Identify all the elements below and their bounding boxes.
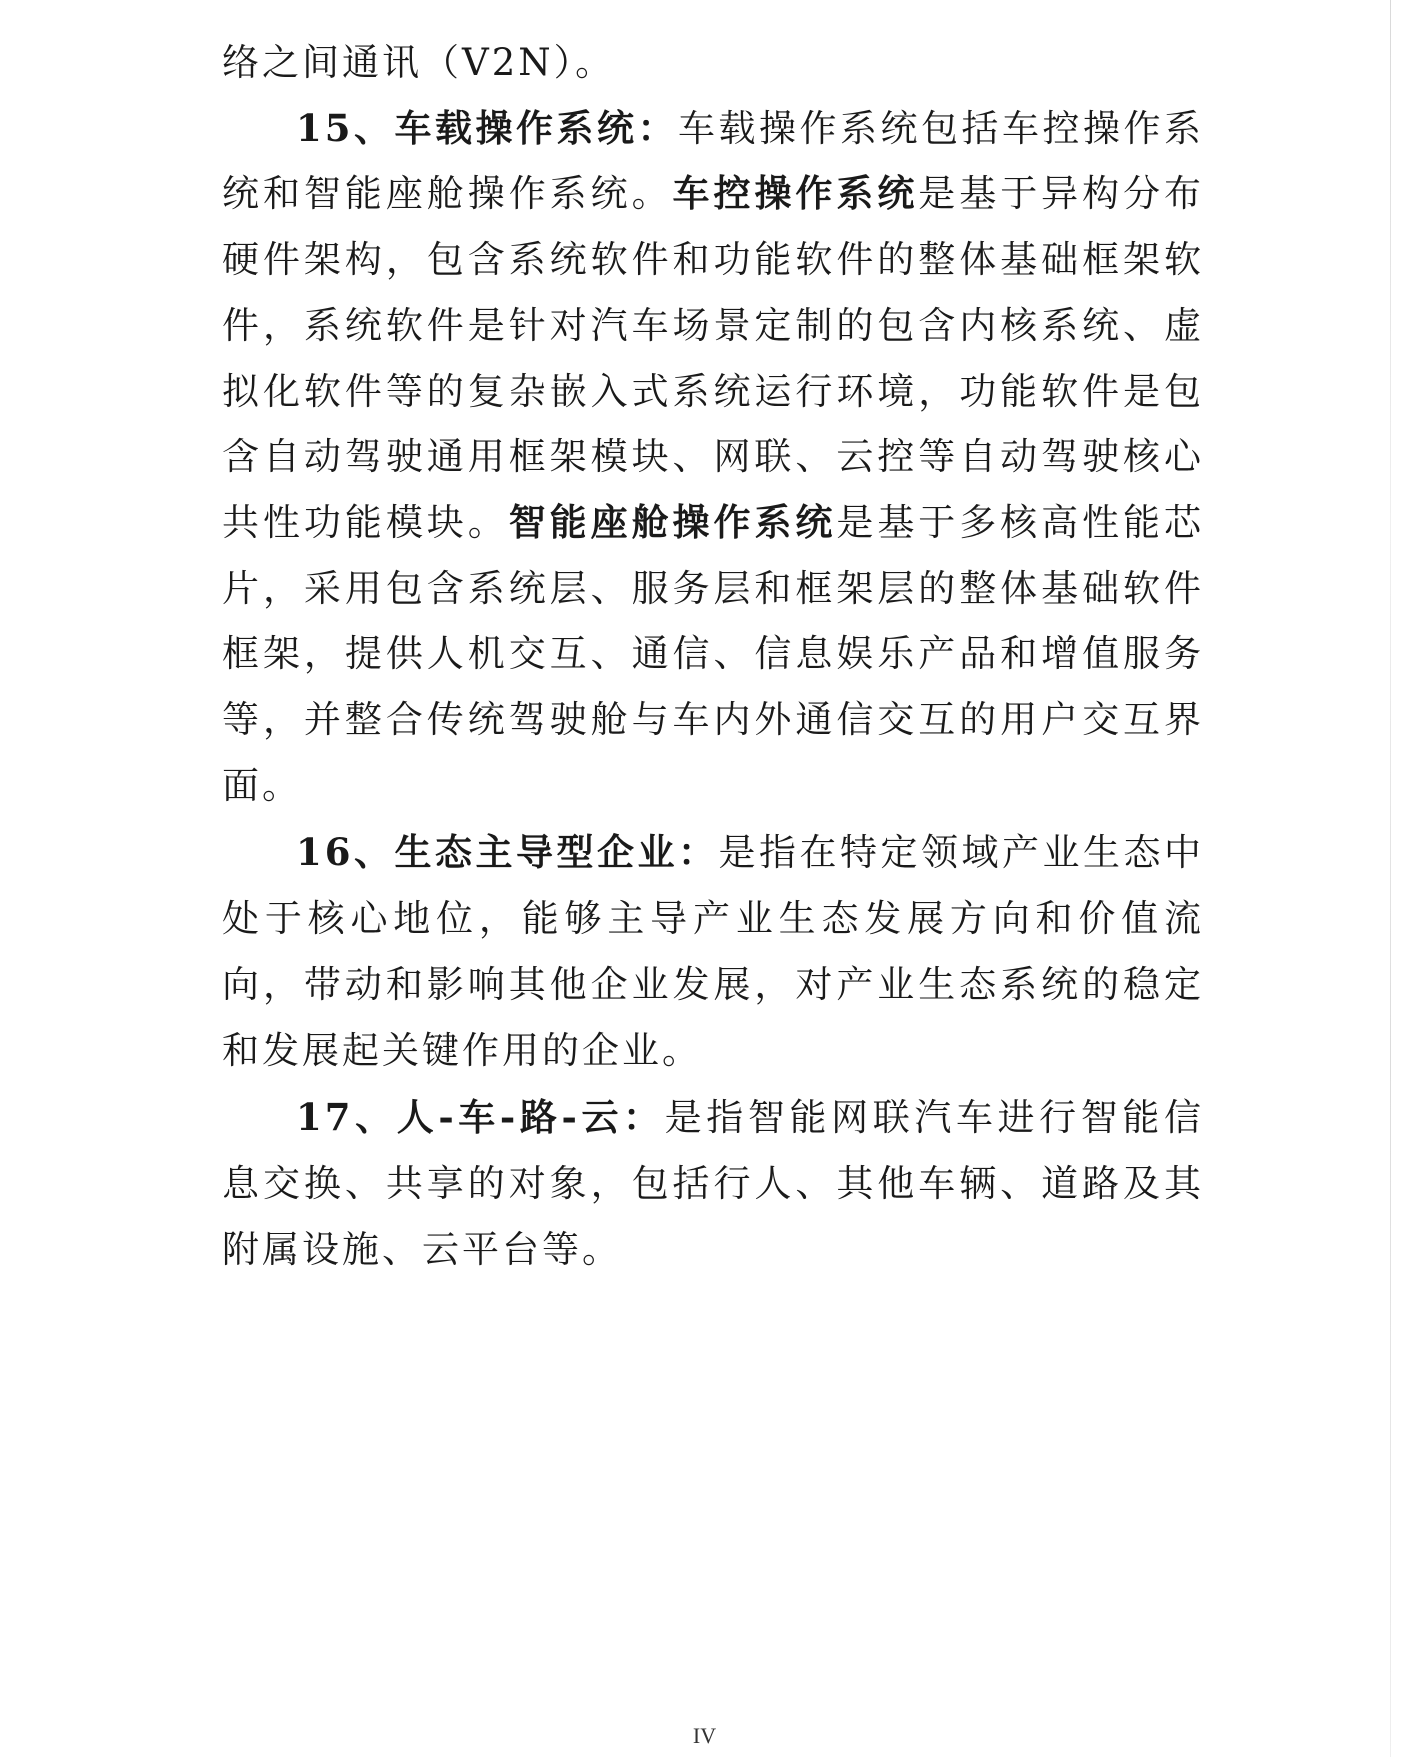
heading-16: 16、生态主导型企业： bbox=[296, 830, 719, 875]
paragraph-15-text-3: 是基于多核高性能芯片，采用包含系统层、服务层和框架层的整体基础软件框架，提供人机交互、通信、信息娱乐产品和增值服务等，并整合传统驾驶舱与车内外通信交互的用户交互界面。 bbox=[222, 500, 1205, 807]
paragraph-17 bbox=[222, 1085, 1204, 1282]
paragraph-15-text-2: 是基于异构分布硬件架构，包含系统软件和功能软件的整体基础框架软件，系统软件是针对汽车场景定制的包含内核系统、虚拟化软件等的复杂嵌入式系统运行环境，功能软件是包含自动驾驶通用框架模块、网联、云控等自动驾驶核心共性功能模块。 bbox=[222, 172, 1205, 544]
paragraph-16-text: 是指在特定领域产业生态中处于核心地位，能够主导产业生态发展方向和价值流向，带动和影响其他企业发展，对产业生态系统的稳定和发展起关键作用的企业。 bbox=[222, 831, 1204, 1072]
paragraph-15-text-1: 车载操作系统包括车控操作系统和智能座舱操作系统。 bbox=[222, 106, 1204, 216]
paragraph-continued bbox=[222, 30, 1204, 96]
scan-edge bbox=[1390, 0, 1391, 1757]
term-smart-cockpit-os: 智能座舱操作系统 bbox=[508, 499, 837, 544]
heading-17: 17、人-车-路-云： bbox=[296, 1095, 665, 1140]
paragraph-15 bbox=[222, 96, 1204, 819]
term-vehicle-control-os: 车控操作系统 bbox=[672, 171, 919, 216]
paragraph-16 bbox=[222, 820, 1204, 1083]
heading-15: 15、车载操作系统： bbox=[296, 105, 678, 150]
paragraph-continued-text: 络之间通讯（V2N）。 bbox=[222, 41, 616, 84]
body-text bbox=[222, 30, 1204, 1282]
page-number: IV bbox=[692, 1723, 717, 1748]
paragraph-17-text: 是指智能网联汽车进行智能信息交换、共享的对象，包括行人、其他车辆、道路及其附属设施、云平台等。 bbox=[222, 1096, 1205, 1271]
